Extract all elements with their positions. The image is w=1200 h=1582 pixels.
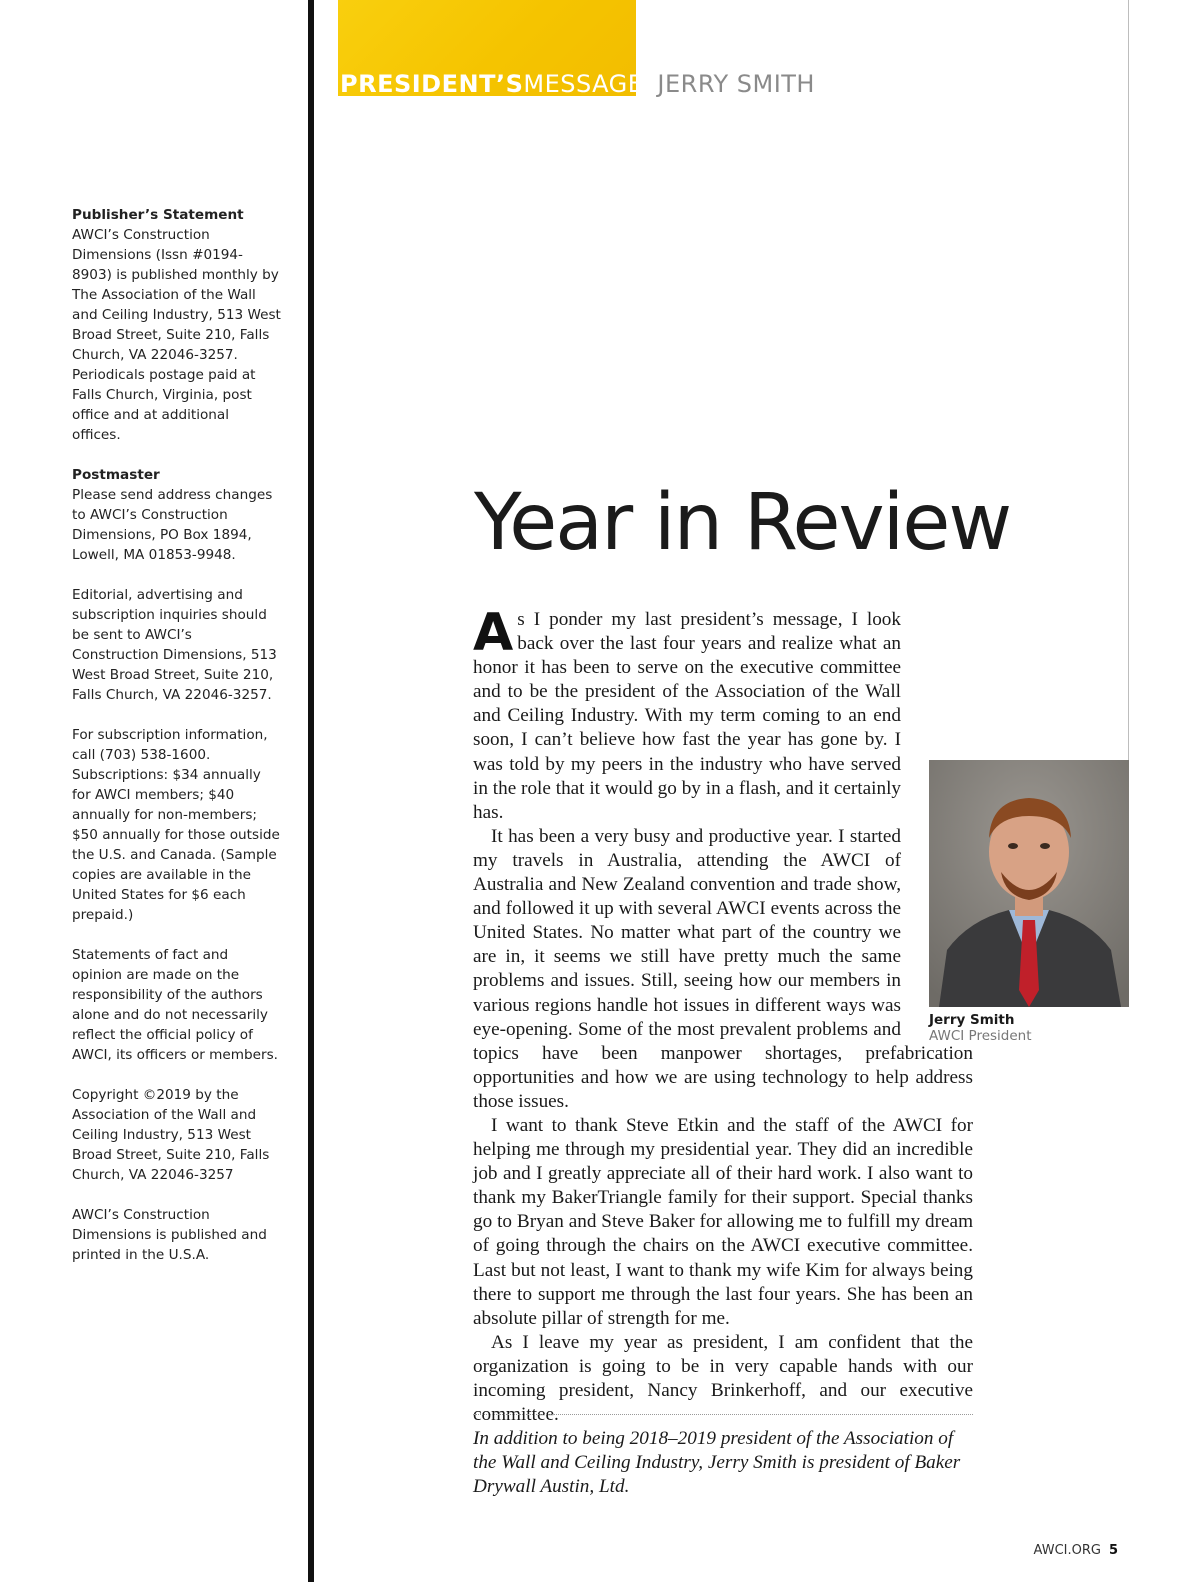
author-portrait — [929, 760, 1129, 1007]
article-title: Year in Review — [474, 478, 1011, 568]
bio-divider — [473, 1414, 973, 1415]
postmaster-block — [72, 465, 282, 565]
article-paragraph: As I leave my year as president, I am confident that the organization is going to be in very capable hands with our incoming president, Nancy Brinkerhoff, and our executive committee. — [473, 1331, 973, 1426]
photo-caption-name: Jerry Smith — [929, 1012, 1015, 1028]
publisher-statement-block — [72, 205, 282, 445]
article-body — [473, 603, 973, 1427]
column-divider — [308, 0, 314, 1582]
paragraph-1-text: s I ponder my last president’s message, I look back over the last four years and realize what an honor it has been to serve on the executive committee and to be the president of the Association of the Wall and Ceiling Industry. With my term coming to an end soon, I can’t believe how fast the year has gone by. I was told by my peers in the industry who have served in the role that it would go by in a flash, and it certainly has. — [473, 609, 901, 823]
author-bio: In addition to being 2018–2019 president of the Association of the Wall and Ceiling Industry, Jerry Smith is president of Baker Drywall Austin, Ltd. — [473, 1428, 961, 1497]
postmaster-heading: Postmaster — [72, 467, 160, 483]
copyright-text: Copyright ©2019 by the Association of the Wall and Ceiling Industry, 513 West Broad Street, Suite 210, Falls Church, VA 22046-3257 — [72, 1087, 270, 1183]
section-label-light: MESSAGE — [523, 70, 644, 98]
statements-disclaimer-text: Statements of fact and opinion are made on the responsibility of the authors alone and do not necessarily reflect the official policy of AWCI, its officers or members. — [72, 947, 278, 1063]
printed-in-usa-text: AWCI’s Construction Dimensions is published and printed in the U.S.A. — [72, 1207, 267, 1263]
section-label-bold: PRESIDENT’S — [340, 70, 524, 98]
publisher-statement-heading: Publisher’s Statement — [72, 207, 244, 223]
publisher-statement-text: AWCI’s Construction Dimensions (Issn #0194-8903) is published monthly by The Association of the Wall and Ceiling Industry, 513 West Broad Street, Suite 210, Falls Church, VA 22046-3257. Periodicals postage paid at Falls Church, Virginia, post office and at additional offices. — [72, 227, 281, 443]
postmaster-text: Please send address changes to AWCI’s Construction Dimensions, PO Box 1894, Lowell, MA 01853-9948. — [72, 487, 273, 563]
portrait-illustration — [929, 760, 1129, 1007]
drop-cap: A — [473, 603, 514, 663]
photo-caption-role: AWCI President — [929, 1028, 1032, 1044]
page-number: 5 — [1108, 1543, 1118, 1558]
right-edge-rule — [1128, 0, 1129, 760]
footer-site-link: AWCI.ORG — [1033, 1543, 1101, 1558]
article-paragraph: I want to thank Steve Etkin and the staff of the AWCI for helping me through my presidential year. They did an incredible job and I greatly appreciate all of their hard work. I also want to thank my BakerTriangle family for their support. Special thanks go to Bryan and Steve Baker for allowing me to fulfill my dream of going through the chairs on the AWCI executive committee. Last but not least, I want to thank my wife Kim for always being there to support me through the last four years. She has been an absolute pillar of strength for me. — [473, 1114, 973, 1329]
section-kicker — [340, 70, 815, 98]
author-byline: JERRY SMITH — [657, 70, 815, 98]
article-paragraph: It has been a very busy and productive year. I started my travels in Australia, attending the AWCI of Australia and New Zealand convention and trade show, and followed it up with several AWCI events across the United States. No matter what part of the country we are in, it seems we still have pretty much the same problems and issues. Still, seeing how our members in various regions handle hot issues in different ways was eye-opening. Some of the most prevalent problems and topics have been manpower shortages, prefabrication opportunities and how we are using technology to help address those issues. — [473, 825, 973, 1112]
subscription-info-text: For subscription information, call (703) 538-1600. Subscriptions: $34 annually for AWCI members; $40 annually for non-members; $50 annually for those outside the U.S. and Canada. (Sample copies are available in the United States for $6 each prepaid.) — [72, 727, 280, 923]
article-paragraph — [473, 603, 973, 825]
publishers-sidebar — [72, 205, 282, 1285]
page-footer — [1034, 1543, 1118, 1558]
editorial-inquiries-text: Editorial, advertising and subscription inquiries should be sent to AWCI’s Construction Dimensions, 513 West Broad Street, Suite 210, Falls Church, VA 22046-3257. — [72, 587, 277, 703]
